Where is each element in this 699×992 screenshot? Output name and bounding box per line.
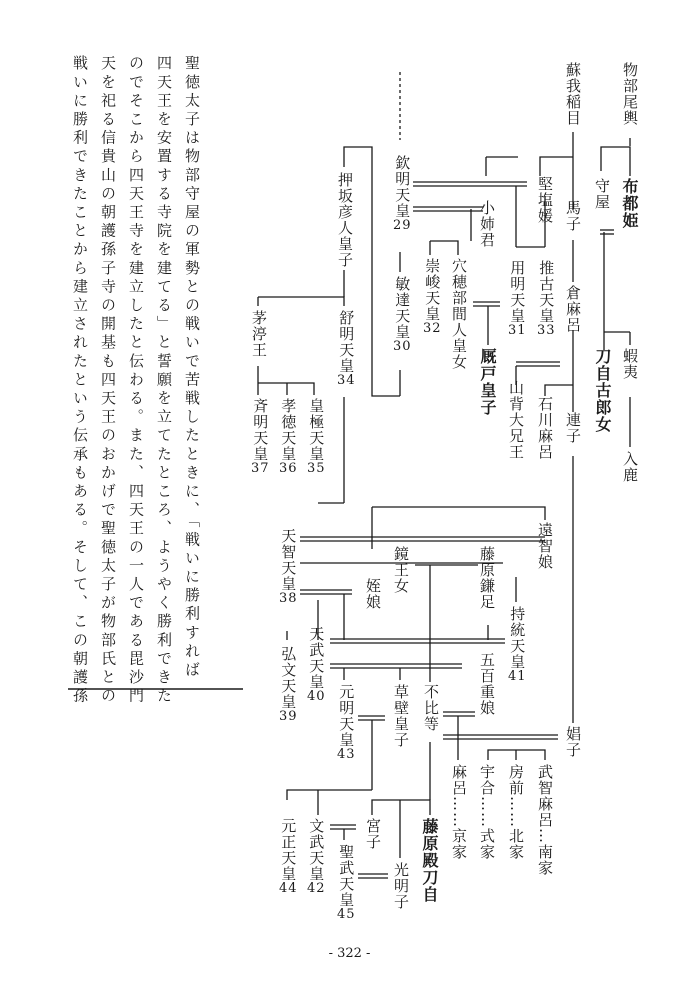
name-fujiwara-tojime: 藤原殿刀自 [420,818,439,903]
name-umakai: 宇合……式家 [478,764,496,860]
name-emishi: 蝦夷 [621,348,639,380]
prose-line-3: のでそこから四天王寺を建立したと伝わる。また、四天王の一人である毘沙門 [127,55,145,706]
name-genmei: 元明天皇43 [337,684,356,762]
name-yomei: 用明天皇31 [508,260,527,338]
name-muchimaro: 武智麻呂…南家 [536,764,554,876]
name-kagami: 鏡王女 [392,546,410,594]
name-iruka: 入鹿 [621,451,639,483]
name-anahobe: 穴穂部間人皇女 [450,258,468,370]
name-futohime: 布都姫 [620,178,639,229]
name-shoshi: 娼子 [564,726,582,758]
name-saimei: 斉明天皇37 [251,398,270,476]
prose-line-1: 聖徳太子は物部守屋の軍勢との戦いで苦戦したときに、「戦いに勝利すれば [183,55,201,680]
name-kinmei: 欽明天皇29 [393,155,412,233]
name-oshisaka: 押坂彦人皇子 [336,172,354,268]
name-gensho: 元正天皇44 [279,818,298,896]
name-soga-iname: 蘇我稲目 [564,62,582,126]
name-kusakabe: 草壁皇子 [392,684,410,748]
prose-line-5: 戦いに勝利できたことから建立されたという伝承もある。そして、この朝護孫 [71,55,89,706]
name-suiko: 推古天皇33 [537,260,556,338]
name-tenji: 天智天皇38 [279,528,298,606]
name-maro: 麻呂……京家 [450,764,468,860]
name-jito: 持統天皇41 [508,606,527,684]
name-tojiko: 刀自古郎女 [593,348,612,433]
name-kobun: 弘文天皇39 [279,646,298,724]
name-mei: 姪娘 [364,578,382,610]
name-umayado: 厩戸皇子 [478,348,497,416]
name-shomu: 聖武天皇45 [337,844,356,922]
name-umako: 馬子 [564,200,582,232]
name-jomei: 舒明天皇34 [337,310,356,388]
name-kurumaro: 倉麻呂 [564,285,582,333]
prose-line-4: 天を祀る信貴山の朝護孫子寺の開基も四天王のおかげで聖徳太子が物部氏との [99,55,117,706]
name-ishikawa: 石川麻呂 [536,396,554,460]
name-kogyoku: 皇極天皇35 [307,398,326,476]
name-kotoku: 孝徳天皇36 [279,398,298,476]
prose-line-2: 四天王を安置する寺院を建てる」と誓願を立てたところ、ようやく勝利できた [155,55,173,706]
name-fuhito: 不比等 [422,684,440,732]
name-oane: 小姉君 [478,200,496,248]
name-fusasaki: 房前……北家 [507,764,525,860]
name-miyako: 宮子 [364,818,382,850]
name-moriya: 守屋 [593,178,611,210]
name-katashio: 堅塩媛 [536,176,554,224]
name-bidatsu: 敏達天皇30 [393,276,412,354]
name-yamashiro: 山背大兄王 [507,380,525,460]
name-chinu: 茅渟王 [250,310,268,358]
page-number: - 322 - [328,946,371,961]
name-sushun: 崇峻天皇32 [423,258,442,336]
name-monmu: 文武天皇42 [307,818,326,896]
name-mononobe-okoshi: 物部尾輿 [621,62,639,126]
name-komyo: 光明子 [392,862,410,910]
name-kamatari: 藤原鎌足 [478,546,496,610]
name-ochi: 遠智娘 [536,522,554,570]
name-tenmu: 天武天皇40 [307,626,326,704]
name-ioe: 五百重娘 [478,652,496,716]
name-muraji: 連子 [564,412,582,444]
